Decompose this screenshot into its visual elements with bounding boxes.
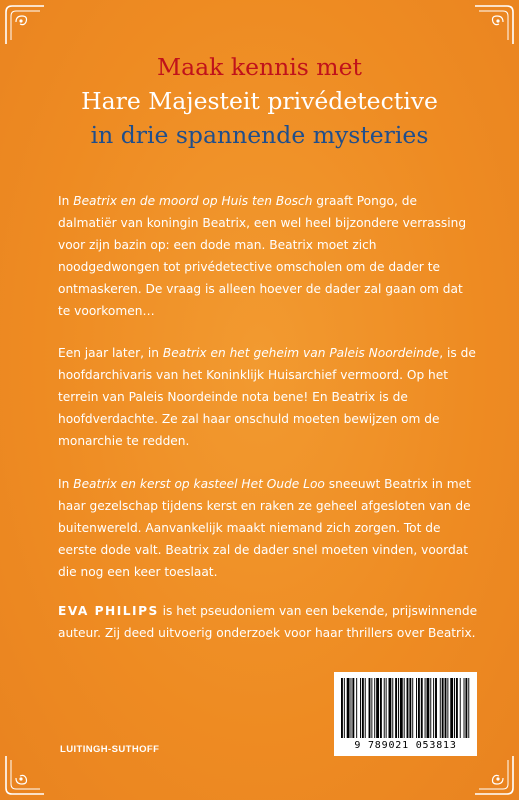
barcode-bar (412, 678, 413, 738)
barcode-bar (442, 678, 444, 738)
corner-ornament-top-left (2, 2, 48, 48)
book-title-2: Beatrix en het geheim van Paleis Noordeinde (162, 346, 440, 360)
barcode-bar (351, 678, 352, 738)
blurb-3-pre: In (58, 477, 74, 491)
barcode-bar (427, 678, 430, 738)
barcode-bar (416, 678, 417, 738)
author-bio (58, 600, 478, 644)
barcode-bar (456, 678, 458, 738)
barcode-bar (395, 678, 397, 738)
author-bio-text: is het pseudoniem van een bekende, prijswinnende auteur. Zij deed uitvoerig onderzoek voor haar thrillers over Beatrix. (58, 604, 478, 640)
blurb-3-post: sneeuwt Beatrix in met haar gezelschap tijdens kerst en raken ze geheel afgesloten van de buitenwereld. Aanvankelijk maakt niemand zich zorgen. Tot de eerste dode valt. Beatrix zal de dader snel moeten vinden, voordat die nog een keer toeslaat. (58, 477, 471, 579)
barcode-bar (374, 678, 375, 738)
headline-line-3: in drie spannende mysteries (90, 121, 429, 149)
blurb-1-pre: In (58, 194, 74, 208)
blurb-paragraph-2 (58, 342, 478, 452)
headline-line-2: Hare Majesteit privédetective (81, 87, 438, 115)
corner-ornament-bottom-right (471, 752, 517, 798)
barcode-bar (371, 678, 372, 738)
barcode-bar (365, 678, 366, 738)
barcode-bar (447, 678, 448, 738)
blurb-2-pre: Een jaar later, in (58, 346, 163, 360)
barcode-bar (464, 678, 465, 738)
barcode-bar (341, 678, 343, 738)
isbn-barcode (334, 672, 477, 756)
barcode-bar (468, 678, 469, 738)
barcode-bar (386, 678, 387, 738)
barcode-bar (450, 678, 453, 738)
barcode-bar (460, 678, 461, 738)
barcode-bar (435, 678, 437, 738)
barcode-bar (392, 678, 393, 738)
corner-ornament-top-right (471, 2, 517, 48)
barcode-bar (389, 678, 392, 738)
barcode-bar (440, 678, 441, 738)
barcode-bar (454, 678, 455, 738)
barcode-bar (362, 678, 364, 738)
headline (0, 50, 519, 152)
barcode-bar (418, 678, 420, 738)
isbn-number: 9 789021 053813 (354, 740, 457, 751)
barcode-bar (421, 678, 423, 738)
publisher-logo: LUITINGH-SUTHOFF (60, 744, 160, 755)
barcode-bar (430, 678, 431, 738)
blurb-paragraph-3 (58, 473, 478, 583)
barcode-bar (376, 678, 379, 738)
barcode-bar (360, 678, 361, 738)
barcode-bar (347, 678, 350, 738)
barcode-bar (404, 678, 405, 738)
barcode-bar (380, 678, 382, 738)
barcode-bars (341, 678, 470, 738)
headline-line-1: Maak kennis met (157, 53, 362, 81)
barcode-bar (369, 678, 371, 738)
barcode-bar (356, 678, 357, 738)
book-title-1: Beatrix en de moord op Huis ten Bosch (73, 194, 313, 208)
barcode-bar (384, 678, 385, 738)
book-title-3: Beatrix en kerst op kasteel Het Oude Loo (73, 477, 325, 491)
barcode-bar (398, 678, 399, 738)
blurb-2-post: , is de hoofdarchivaris van het Koninklijk Huisarchief vermoord. Op het terrein van Paleis Noordeinde nota bene! En Beatrix is de hoofdverdachte. Ze zal haar onschuld moeten bewijzen om de monarchie te redden. (58, 346, 476, 448)
barcode-bar (433, 678, 434, 738)
barcode-bar (409, 678, 411, 738)
author-name: EVA PHILIPS (58, 604, 159, 618)
barcode-bar (407, 678, 409, 738)
barcode-bar (425, 678, 426, 738)
barcode-bar (465, 678, 467, 738)
corner-ornament-bottom-left (2, 752, 48, 798)
blurb-1-post: graaft Pongo, de dalmatiër van koningin Beatrix, een wel heel bijzondere verrassing voor zijn bazin op: een dode man. Beatrix moet zich noodgedwongen tot privédetective omscholen om de dader te ontmaskeren. De vraag is alleen hoever de dader zal gaan om dat te voorkomen… (58, 194, 467, 318)
barcode-bar (344, 678, 345, 738)
barcode-bar (400, 678, 403, 738)
barcode-bar (445, 678, 447, 738)
blurb-paragraph-1 (58, 190, 478, 322)
barcode-bar (352, 678, 354, 738)
